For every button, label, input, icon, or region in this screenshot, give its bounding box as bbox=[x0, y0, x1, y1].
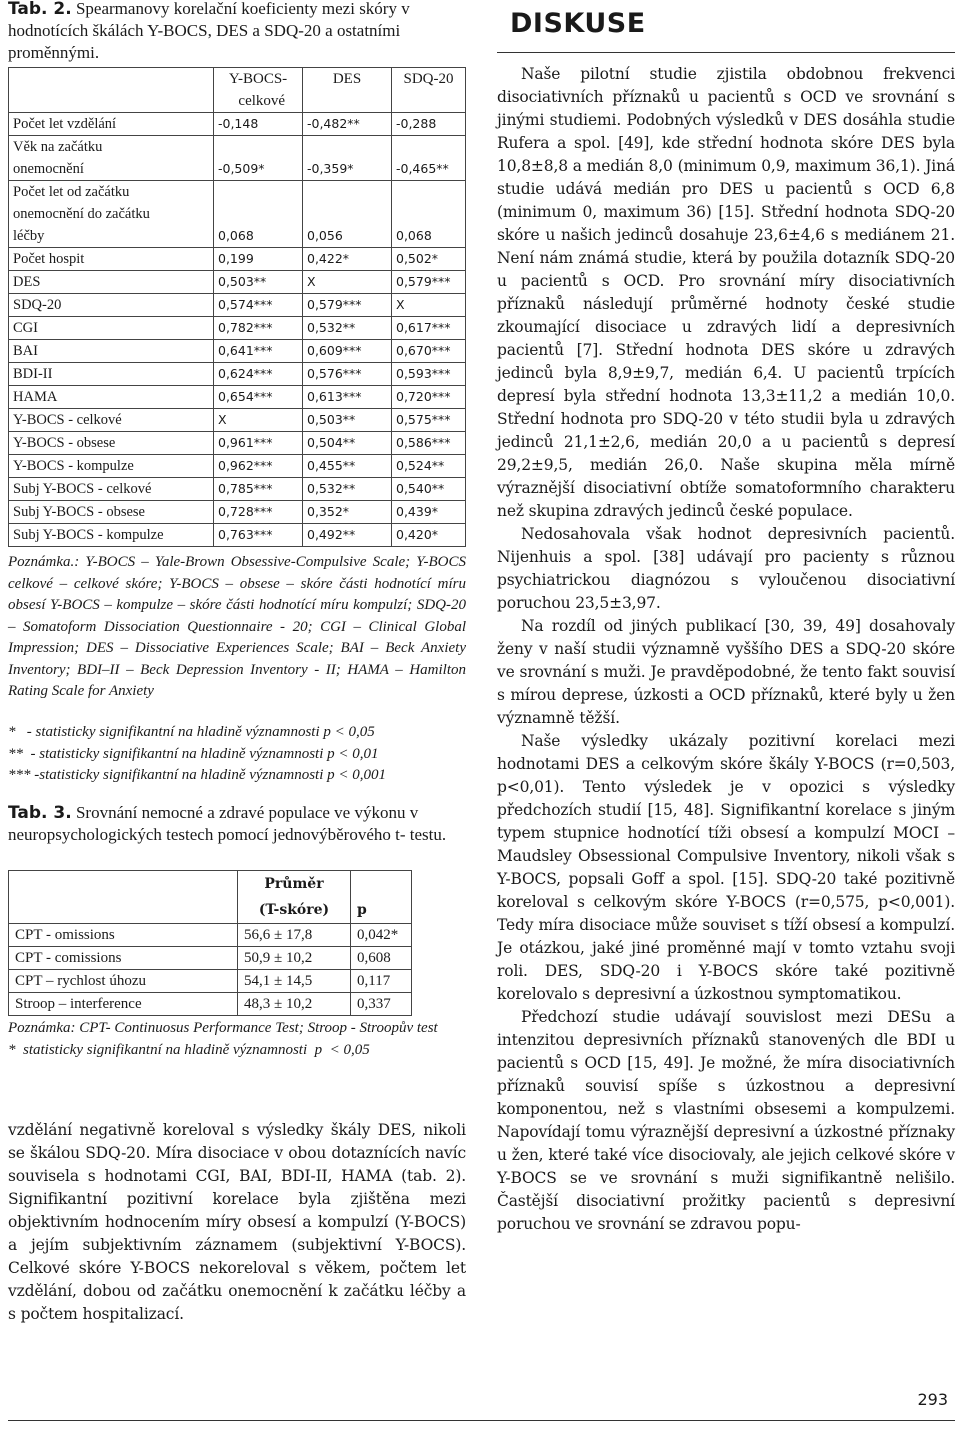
table2-row bbox=[9, 432, 466, 455]
table2-cell: 0,455** bbox=[303, 455, 392, 478]
table2-cell: -0,359* bbox=[303, 136, 392, 181]
footer-rule bbox=[8, 1420, 955, 1421]
table3-header-row bbox=[9, 871, 412, 924]
table2-cell: 0,504** bbox=[303, 432, 392, 455]
table2-row-label: Subj Y-BOCS - kompulze bbox=[9, 524, 214, 547]
table2-row bbox=[9, 363, 466, 386]
table2-cell: 0,613*** bbox=[303, 386, 392, 409]
table2-cell: 0,420* bbox=[392, 524, 466, 547]
table3-row bbox=[9, 993, 412, 1016]
table2-row-label: BAI bbox=[9, 340, 214, 363]
table2-row-label: Y-BOCS - kompulze bbox=[9, 455, 214, 478]
table2-cell: 0,624*** bbox=[214, 363, 303, 386]
table2-header-sdq: SDQ-20 bbox=[392, 68, 466, 113]
table2-cell: 0,641*** bbox=[214, 340, 303, 363]
table2-cell: 0,593*** bbox=[392, 363, 466, 386]
significance-line: * - statisticky signifikantní na hladině významnosti p < 0,05 bbox=[8, 724, 375, 740]
table2-cell: 0,439* bbox=[392, 501, 466, 524]
table2-row-label: Y-BOCS - celkové bbox=[9, 409, 214, 432]
discussion-paragraph: Naše výsledky ukázaly pozitivní korelaci mezi hodnotami DES a celkovým skóre škály Y-BOCS (r=0,503, p<0,01). Tento výsledek je v opozici s výsledky předchozích studií [15, 48]. Signifikantní korelace s jiným typem stupnice hodnotící tíži obsesí a kompulzí MOCI – Maudsley Obsessional Compulsive Inventory, nikoli však s Y-BOCS, popsali Goff a spol. [15]. SDQ-20 také pozitivně koreloval s celkovým skóre Y-BOCS (r=0,575, p<0,001). Tedy míra disociace může souviset s tíží obsesí a kompulzí. Je otázkou, jaké jiné proměnné mají v tomto vztahu svoji roli. DES, SDQ-20 i Y-BOCS skóre také pozitivně korelovalo s depresivní a úzkostnou symptomatikou. bbox=[497, 732, 955, 1003]
table2-cell: 0,532** bbox=[303, 317, 392, 340]
table2-cell: 0,502* bbox=[392, 248, 466, 271]
table2-cell: 0,503** bbox=[214, 271, 303, 294]
table2-cell: 0,586*** bbox=[392, 432, 466, 455]
table3-cell-p: 0,117 bbox=[351, 970, 412, 993]
table2-row-label: Počet let od začátku onemocnění do začátku léčby bbox=[9, 181, 214, 248]
table2 bbox=[8, 67, 466, 547]
table2-cell: 0,492** bbox=[303, 524, 392, 547]
table3-row-label: CPT – rychlost úhozu bbox=[9, 970, 238, 993]
table3-row bbox=[9, 970, 412, 993]
table2-row-label: Věk na začátku onemocnění bbox=[9, 136, 214, 181]
table2-cell: 0,422* bbox=[303, 248, 392, 271]
table2-cell: 0,575*** bbox=[392, 409, 466, 432]
table2-cell: X bbox=[392, 294, 466, 317]
table2-cell: 0,782*** bbox=[214, 317, 303, 340]
table2-cell: -0,482** bbox=[303, 113, 392, 136]
table2-cell: 0,352* bbox=[303, 501, 392, 524]
table2-cell: 0,728*** bbox=[214, 501, 303, 524]
discussion-heading: DISKUSE bbox=[510, 8, 646, 39]
discussion-paragraph: Na rozdíl od jiných publikací [30, 39, 49] dosahovaly ženy v naší studii významně vyššího DES a SDQ-20 skóre ve srovnání s muži. Je pravděpodobné, že tento fakt souvisí s mírou deprese, úzkosti a OCD příznaků, které byly u žen významně těžší. bbox=[497, 617, 955, 727]
table3-header-empty bbox=[9, 871, 238, 924]
table3-row bbox=[9, 947, 412, 970]
table2-significance bbox=[8, 722, 466, 787]
table3-cell-mean: 50,9 ± 10,2 bbox=[238, 947, 351, 970]
table2-cell: 0,199 bbox=[214, 248, 303, 271]
table3-caption bbox=[8, 802, 466, 846]
table2-row bbox=[9, 294, 466, 317]
table2-cell: -0,509* bbox=[214, 136, 303, 181]
table2-row-label: BDI-II bbox=[9, 363, 214, 386]
table2-header-des: DES bbox=[303, 68, 392, 113]
table2-row bbox=[9, 317, 466, 340]
table3-header-mean: Průměr (T-skóre) bbox=[238, 871, 351, 924]
table2-row bbox=[9, 524, 466, 547]
table2-note: Poznámka.: Y-BOCS – Yale-Brown Obsessive-Compulsive Scale; Y-BOCS celkové – celkové skóre; Y-BOCS – obsese – skóre části hodnotící míru obsesí Y-BOCS – kompulze – skóre části hodnotící míru kompulzí; SDQ-20 – Somatoform Dissociation Questionnaire - 20; CGI – Clinical Global Impression; DES – Dissociative Experiences Scale; BAI – Beck Anxiety Inventory; BDI–II – Beck Depression Inventory - II; HAMA – Hamilton Rating Scale for Anxiety bbox=[8, 554, 466, 699]
table2-cell: 0,763*** bbox=[214, 524, 303, 547]
table3-cell-mean: 48,3 ± 10,2 bbox=[238, 993, 351, 1016]
table2-cell: 0,056 bbox=[303, 181, 392, 248]
table2-caption-text: Spearmanovy korelační koeficienty mezi skóry v hodnotících škálách Y-BOCS, DES a SDQ-20 a ostatními proměnnými. bbox=[8, 0, 410, 62]
table2-row bbox=[9, 136, 466, 181]
table3-note: Poznámka: CPT- Continuosus Performance Test; Stroop - Stroopův test * statisticky signifikantní na hladině významnosti p < 0,05 bbox=[8, 1020, 438, 1058]
table2-row bbox=[9, 248, 466, 271]
table2-cell: -0,465** bbox=[392, 136, 466, 181]
table2-row-label: Subj Y-BOCS - obsese bbox=[9, 501, 214, 524]
table2-cell: -0,148 bbox=[214, 113, 303, 136]
discussion-paragraph: Naše pilotní studie zjistila obdobnou frekvenci disociativních příznaků u pacientů s OCD ve srovnání s jinými studiemi. Podobných výsledků v DES dosáhla studie Rufera a spol. [49], kde střední hodnota skóre DES byla 10,8±8,8 a medián 8,0 (minimum 0,9, maximum 36,1). Jiná studie udává medián pro DES u pacientů s OCD 6,8 (minimum 0, maximum 36) [15]. Střední hodnota SDQ-20 skóre u našich jedinců dosahuje 23,6±4,6 s mediánem 21. Není nám známá studie, která by použila dotazník SDQ-20 u pacientů s OCD. Pro srovnání míry disociativních příznaků následují průměrné hodnoty české studie zkoumající disociace u zdravých lidí a depresivních pacientů [7]. Střední hodnota DES skóre u zdravých jedinců byla 8,9±9,7, medián 6,4. U pacientů trpících depresí byla střední hodnota 13,3±11,2 a medián 10,0. Střední hodnota pro SDQ-20 v této studii byla u zdravých jedinců 21,1±2,6, medián 20,0 a u pacientů s depresí 29,2±9,5, medián 26,0. Naše skupina měla mírně výraznější disociativní obtíže somatoformního charakteru než skupina zdravých jedinců české populace. bbox=[497, 65, 955, 520]
table3-label: Tab. 3. bbox=[8, 803, 72, 823]
table2-row-label: Subj Y-BOCS - celkové bbox=[9, 478, 214, 501]
table2-cell: 0,617*** bbox=[392, 317, 466, 340]
table2-header-empty bbox=[9, 68, 214, 113]
table2-cell: 0,579*** bbox=[392, 271, 466, 294]
table2-cell: 0,961*** bbox=[214, 432, 303, 455]
table2-cell: 0,670*** bbox=[392, 340, 466, 363]
table2-cell: 0,962*** bbox=[214, 455, 303, 478]
discussion-paragraph: Předchozí studie udávají souvislost mezi DESu a intenzitou depresivních příznaků stanovených dle BDI u pacientů s OCD [15, 49]. Je možné, že míra disociativních příznaků souvisí spíše s úzkostnou a depresivní komponentou, než s vlastními obsesemi a kompulzemi. Napovídají tomu výraznější depresivní a úzkostné příznaky u žen, které také více disociovaly, ale jejich celkové skóre v Y-BOCS se ve srovnání s muži signifikantně nelišilo. Častější disociativní prožitky pacientů s depresivní poruchou ve srovnání se zdravou popu- bbox=[497, 1008, 955, 1233]
table3-row-label: Stroop – interference bbox=[9, 993, 238, 1016]
table2-cell: 0,068 bbox=[392, 181, 466, 248]
table3-row-label: CPT - comissions bbox=[9, 947, 238, 970]
table2-cell: 0,503** bbox=[303, 409, 392, 432]
table2-cell: 0,068 bbox=[214, 181, 303, 248]
table2-cell: 0,524** bbox=[392, 455, 466, 478]
table2-cell: 0,720*** bbox=[392, 386, 466, 409]
table2-label: Tab. 2. bbox=[8, 0, 72, 19]
significance-line: *** -statisticky signifikantní na hladině významnosti p < 0,001 bbox=[8, 767, 387, 783]
table2-row bbox=[9, 181, 466, 248]
table2-row-label: Počet hospit bbox=[9, 248, 214, 271]
table2-row-label: SDQ-20 bbox=[9, 294, 214, 317]
table2-row bbox=[9, 455, 466, 478]
table2-cell: X bbox=[303, 271, 392, 294]
table2-cell: X bbox=[214, 409, 303, 432]
discussion-body bbox=[497, 63, 955, 1236]
table3-cell-mean: 56,6 ± 17,8 bbox=[238, 924, 351, 947]
table3-cell-mean: 54,1 ± 14,5 bbox=[238, 970, 351, 993]
table2-header-ybocs: Y-BOCS- celkové bbox=[214, 68, 303, 113]
page-number: 293 bbox=[917, 1390, 948, 1409]
left-paragraph: vzdělání negativně koreloval s výsledky škály DES, nikoli se škálou SDQ-20. Míra disociace v obou dotaznících navíc souvisela s hodnotami CGI, BAI, BDI-II, HAMA (tab. 2). Signifikantní pozitivní korelace byla zjištěna mezi objektivním hodnocením míry obsesí a kompulzí (Y-BOCS) a jejím subjektivním záznamem (subjektivní Y-BOCS). Celkové skóre Y-BOCS nekoreloval s věkem, počtem let vzdělání, dobou od začátku onemocnění k začátku léčby a s počtem hospitalizací. bbox=[8, 1121, 466, 1323]
table2-row-label: Y-BOCS - obsese bbox=[9, 432, 214, 455]
table2-row-label: Počet let vzdělání bbox=[9, 113, 214, 136]
table2-header-row bbox=[9, 68, 466, 113]
table2-cell: 0,609*** bbox=[303, 340, 392, 363]
table2-cell: 0,576*** bbox=[303, 363, 392, 386]
table3-cell-p: 0,608 bbox=[351, 947, 412, 970]
table2-row-label: HAMA bbox=[9, 386, 214, 409]
table2-cell: 0,654*** bbox=[214, 386, 303, 409]
table3 bbox=[8, 870, 412, 1016]
table2-caption bbox=[8, 0, 466, 64]
table2-row bbox=[9, 113, 466, 136]
table3-cell-p: 0,337 bbox=[351, 993, 412, 1016]
significance-line: ** - statisticky signifikantní na hladině významnosti p < 0,01 bbox=[8, 745, 379, 762]
table2-cell: 0,540** bbox=[392, 478, 466, 501]
table2-cell: 0,574*** bbox=[214, 294, 303, 317]
table3-caption-text: Srovnání nemocné a zdravé populace ve výkonu v neuropsychologických testech pomocí jednovýběrového t- testu. bbox=[8, 803, 447, 844]
table3-row-label: CPT - omissions bbox=[9, 924, 238, 947]
table2-row bbox=[9, 409, 466, 432]
table2-row bbox=[9, 271, 466, 294]
table2-cell: 0,579*** bbox=[303, 294, 392, 317]
table3-header-p: p bbox=[351, 871, 412, 924]
table2-cell: -0,288 bbox=[392, 113, 466, 136]
table2-row-label: CGI bbox=[9, 317, 214, 340]
discussion-paragraph: Nedosahovala však hodnot depresivních pacientů. Nijenhuis a spol. [38] udávají pro pacienty s různou psychiatrickou diagnózou s vyloučenou disociativní poruchou 23,5±3,97. bbox=[497, 525, 955, 612]
table2-cell: 0,785*** bbox=[214, 478, 303, 501]
table2-cell: 0,532** bbox=[303, 478, 392, 501]
table2-row bbox=[9, 478, 466, 501]
left-body-text bbox=[8, 1119, 466, 1326]
table2-row bbox=[9, 501, 466, 524]
table3-cell-p: 0,042* bbox=[351, 924, 412, 947]
table2-row bbox=[9, 386, 466, 409]
heading-rule bbox=[497, 52, 955, 53]
table2-row-label: DES bbox=[9, 271, 214, 294]
table3-row bbox=[9, 924, 412, 947]
table2-row bbox=[9, 340, 466, 363]
